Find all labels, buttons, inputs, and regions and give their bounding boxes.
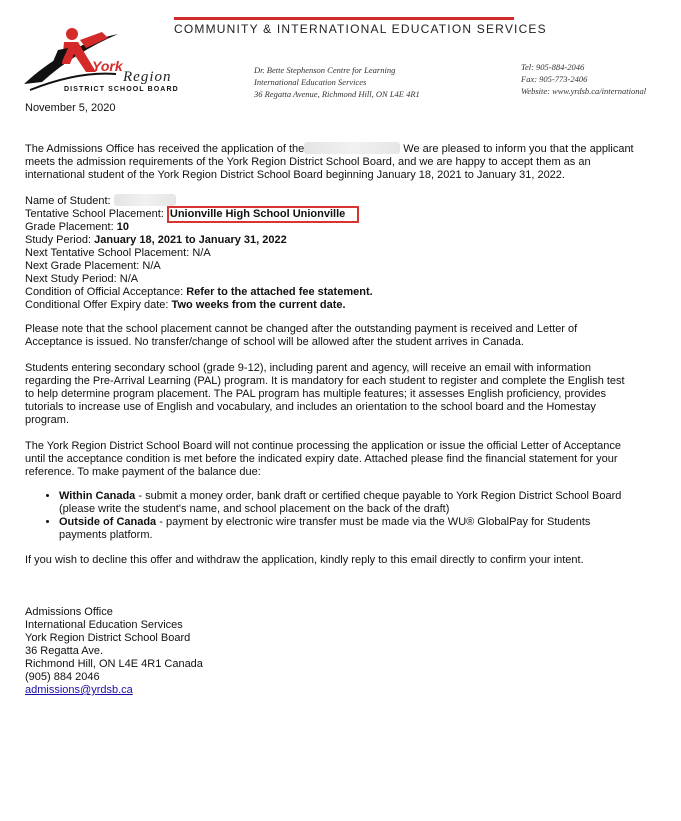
next-grade: Next Grade Placement: N/A xyxy=(25,260,161,272)
signature-line: Admissions Office xyxy=(25,606,113,618)
header-accent-bar xyxy=(174,17,514,20)
decline-text: If you wish to decline this offer and withdraw the application, kindly reply to this email directly to confirm your intent. xyxy=(25,554,584,566)
grade-label: Grade Placement: xyxy=(25,221,114,233)
student-details xyxy=(25,194,655,312)
period-label: Study Period: xyxy=(25,234,92,246)
pal-text: program. xyxy=(25,414,70,426)
payment-text: - payment by electronic wire transfer must be made via the WU® GlobalPay for Students xyxy=(156,516,591,528)
period-value: January 18, 2021 to January 31, 2022 xyxy=(94,234,287,246)
logo-text-board: DISTRICT SCHOOL BOARD xyxy=(64,86,179,93)
address-line: International Education Services xyxy=(254,77,367,87)
address-line: Dr. Bette Stephenson Centre for Learning xyxy=(254,65,396,75)
placement-note xyxy=(25,323,655,349)
condition-value: Refer to the attached fee statement. xyxy=(186,286,373,298)
contact-fax: Fax: 905-773-2406 xyxy=(521,74,588,84)
intro-paragraph xyxy=(25,142,655,182)
signature-line: York Region District School Board xyxy=(25,632,191,644)
pal-paragraph xyxy=(25,362,655,427)
pal-text: regarding the Pre-Arrival Learning (PAL) program. It is mandatory for each student to register and complete the English test xyxy=(25,375,625,387)
next-placement: Next Tentative School Placement: N/A xyxy=(25,247,211,259)
logo-text-region: Region xyxy=(123,69,172,85)
signature-block xyxy=(25,606,655,697)
payment-label: Within Canada xyxy=(59,490,136,502)
intro-text: meets the admission requirements of the York Region District School Board, and we are happy to accept them as an xyxy=(25,156,591,168)
address-line: 36 Regatta Avenue, Richmond Hill, ON L4E 4R1 xyxy=(254,89,420,99)
contact-tel: Tel: 905-884-2046 xyxy=(521,62,585,72)
pal-text: to help determine program placement. The PAL program has multiple features; it assesses English proficiency, provides xyxy=(25,388,607,400)
department-title: COMMUNITY & INTERNATIONAL EDUCATION SERVICES xyxy=(174,22,547,36)
letterhead-address xyxy=(254,64,420,100)
next-period: Next Study Period: N/A xyxy=(25,273,139,285)
pal-text: tutorials to increase use of English and vocabulary, and includes an orientation to the school board and the Homestay xyxy=(25,401,596,413)
email-link[interactable]: admissions@yrdsb.ca xyxy=(25,684,133,696)
payment-text: payments platform. xyxy=(59,529,153,541)
name-label: Name of Student: xyxy=(25,195,111,207)
contact-website: Website: www.yrdsb.ca/international xyxy=(521,86,647,96)
intro-text: The Admissions Office has received the application of the xyxy=(25,143,305,155)
processing-text: until the acceptance condition is met before the indicated expiry date. Attached please find the financial statement for your xyxy=(25,453,618,465)
redacted-name xyxy=(304,142,400,154)
pal-text: Students entering secondary school (grade 9-12), including parent and agency, will receive an email with information xyxy=(25,362,592,374)
letter-date: November 5, 2020 xyxy=(25,102,116,114)
note-text: Please note that the school placement cannot be changed after the outstanding payment is received and Letter of xyxy=(25,323,578,335)
processing-paragraph xyxy=(25,440,655,479)
processing-text: The York Region District School Board will not continue processing the application or issue the official Letter of Acceptance xyxy=(25,440,621,452)
intro-text: We are pleased to inform you that the applicant xyxy=(400,143,634,155)
placement-value: Unionville High School Unionville xyxy=(167,206,359,223)
letterhead-contact xyxy=(521,61,646,97)
payment-label: Outside of Canada xyxy=(59,516,157,528)
payment-text: (please write the student's name, and school placement on the back of the draft) xyxy=(59,503,450,515)
payment-item-outside-canada xyxy=(59,516,655,542)
signature-line: Richmond Hill, ON L4E 4R1 Canada xyxy=(25,658,203,670)
signature-line: (905) 884 2046 xyxy=(25,671,100,683)
payment-list xyxy=(25,490,655,542)
expiry-label: Conditional Offer Expiry date: xyxy=(25,299,169,311)
payment-text: - submit a money order, bank draft or certified cheque payable to York Region District School Board xyxy=(135,490,622,502)
placement-label: Tentative School Placement: xyxy=(25,208,164,220)
signature-line: 36 Regatta Ave. xyxy=(25,645,104,657)
signature-line: International Education Services xyxy=(25,619,183,631)
intro-text: international student of the York Region District School Board beginning January 18, 2021 to January 31, 2022. xyxy=(25,169,565,181)
logo-text-york: York xyxy=(92,58,123,74)
processing-text: reference. To make payment of the balance due: xyxy=(25,466,261,478)
grade-value: 10 xyxy=(116,221,129,233)
payment-item-within-canada xyxy=(59,490,655,516)
expiry-value: Two weeks from the current date. xyxy=(171,299,346,311)
condition-label: Condition of Official Acceptance: xyxy=(25,286,184,298)
note-text: Acceptance is issued. No transfer/change of school will be allowed after the student arrives in Canada. xyxy=(25,336,524,348)
redacted-student-name xyxy=(114,194,176,206)
